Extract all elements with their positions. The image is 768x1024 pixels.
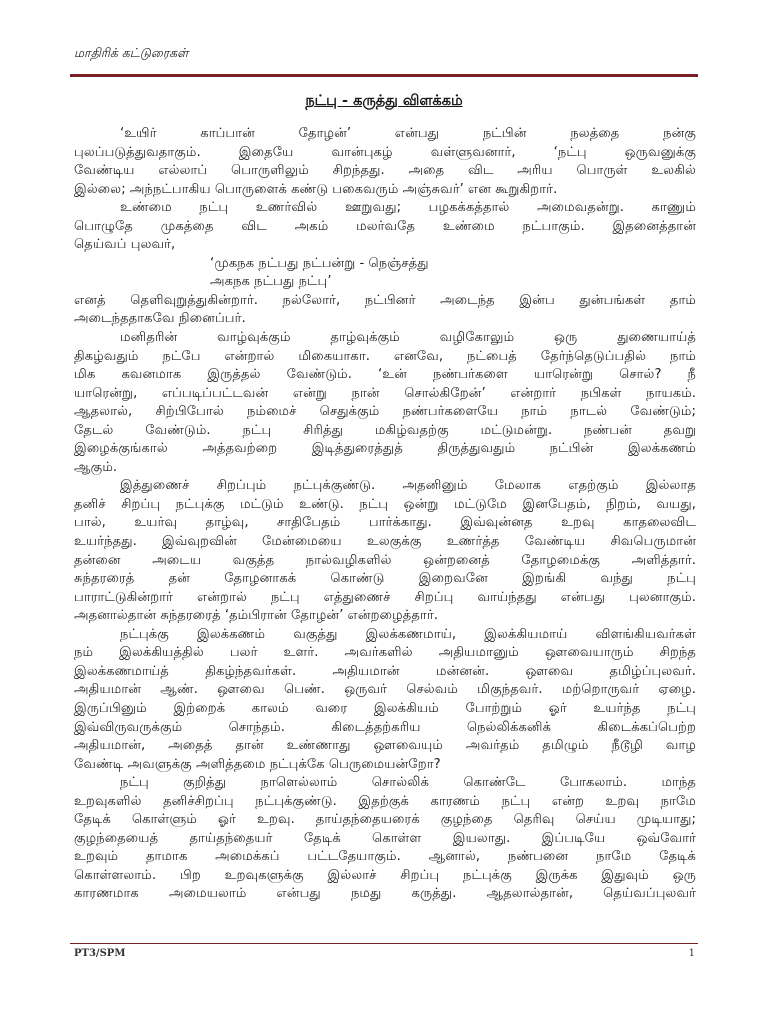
text-line: வேண்டிய எல்லாப் பொருளிலும் சிறந்தது. அதை விட அரிய பொருள் உலகில் xyxy=(74,163,696,179)
text-line: அதனால்தான் சுந்தரரைத் ‘தம்பிரான் தோழன்’ என்றழைத்தார். xyxy=(74,608,438,624)
text-line: கொள்ளலாம். பிற உறவுகளுக்கு இல்லாச் சிறப்பு நட்புக்கு இருக்க இதுவும் ஒரு xyxy=(74,867,696,883)
text-line: நட்புக்கு இலக்கணம் வகுத்து இலக்கணமாய், இலக்கியமாய் விளங்கியவர்கள் xyxy=(120,626,696,642)
text-line: அடைந்ததாகவே நினைப்பர். xyxy=(74,311,246,327)
text-line: ஆதலால், சிற்பிபோல் நம்மைச் செதுக்கும் நண்பர்களையே நாம் நாடல் வேண்டும்; xyxy=(74,404,696,420)
text-line: இல்லை; அந்நட்பாகிய பொருளைக் கண்டு பகைவரும் அஞ்சுவர்’ என கூறுகிறார். xyxy=(74,181,558,197)
text-line: உண்மை நட்பு உணர்வில் ஊறுவது; பழகக்கத்தால் அமைவதன்று. காணும் xyxy=(120,200,696,216)
text-line: தேடிக் கொள்ளும் ஓர் உறவு. தாய்தந்தையரைக் குழந்தை தெரிவு செய்ய முடியாது; xyxy=(74,812,696,828)
text-line: இருப்பினும் இற்றைக் காலம் வரை இலக்கியம் போற்றும் ஓர் உயர்ந்த நட்பு xyxy=(74,700,696,716)
text-line: உறவுகளில் தனிச்சிறப்பு நட்புக்குண்டு. இதற்குக் காரணம் நட்பு என்ற உறவு நாமே xyxy=(74,793,696,809)
text-line: வேண்டி அவளுக்கு அளித்தமை நட்புக்கே பெருமையன்றோ? xyxy=(74,756,441,772)
text-line: ஆகும். xyxy=(74,459,118,475)
text-line: தெய்வப் புலவர், xyxy=(74,237,176,253)
text-line: நட்பு குறித்து நாளெல்லாம் சொல்லிக் கொண்டே போகலாம். மாந்த xyxy=(120,775,696,791)
text-line: உறவும் தாமாக அமைக்கப் பட்டதேயாகும். ஆனால், நண்பனை நாமே தேடிக் xyxy=(74,849,696,865)
text-line: ‘உயிர் காப்பான் தோழன்’ என்பது நட்பின் நலத்தை நன்கு xyxy=(120,126,696,141)
text-line: நம் இலக்கியத்தில் பலர் உளர். அவர்களில் அதியமானும் ஔவையாரும் சிறந்த xyxy=(74,645,696,661)
text-line: மிக கவனமாக இருத்தல் வேண்டும். ‘உன் நண்பர்களை யாரென்று சொல்? நீ xyxy=(74,367,696,383)
text-line: யாரென்று, எப்படிப்பட்டவன் என்று நான் சொல்கிறேன்’ என்றார் நபிகள் நாயகம். xyxy=(74,385,696,401)
text-line: தேடல் வேண்டும். நட்பு சிரித்து மகிழ்வதற்கு மட்டுமன்று. நண்பன் தவறு xyxy=(74,422,696,438)
page-number: 1 xyxy=(688,948,695,959)
text-line: உயர்ந்தது. இவ்வுறவின் மேன்மையை உலகுக்கு உணர்த்த வேண்டிய சிவபெருமான் xyxy=(74,534,696,550)
text-line: இத்துணைச் சிறப்பும் நட்புக்குண்டு. அதனினும் மேலாக எதற்கும் இல்லாத xyxy=(120,478,696,494)
text-line: குழந்தையைத் தாய்தந்தையர் தேடிக் கொள்ள இயலாது. இப்படியே ஒவ்வோர் xyxy=(74,830,696,846)
footer-label: PT3/SPM xyxy=(74,948,126,959)
text-line: காரணமாக அமையலாம் என்பது நமது கருத்து. ஆதலால்தான், தெய்வப்புலவர் xyxy=(74,886,696,902)
essay-body xyxy=(74,125,696,904)
verse-line: அகநக நட்பது நட்பு’ xyxy=(210,274,332,290)
text-line: புலப்படுத்துவதாகும். இதையே வான்புகழ் வள்ளுவனார், ‘நட்பு ஒருவனுக்கு xyxy=(74,144,696,160)
text-line: தன்னை அடைய வகுத்த நால்வழிகளில் ஒன்றனைத் தோழமைக்கு அளித்தார். xyxy=(74,552,696,568)
text-line: தனிச் சிறப்பு நட்புக்கு மட்டும் உண்டு. நட்பு ஒன்று மட்டுமே இனபேதம், நிறம், வயது, xyxy=(74,496,696,512)
text-line: திகழ்வதும் நட்பே என்றால் மிகையாகா. எனவே, நட்பைத் தேர்ந்தெடுப்பதில் நாம் xyxy=(74,348,696,364)
text-line: பால், உயர்வு தாழ்வு, சாதிபேதம் பார்க்காது. இவ்வுன்னத உறவு காதலைவிட xyxy=(74,515,696,531)
text-line: சுந்தரரைத் தன் தோழனாகக் கொண்டு இறைவனே இறங்கி வந்து நட்பு xyxy=(74,571,696,587)
header-rule xyxy=(70,74,698,77)
text-line: பாராட்டுகின்றார் என்றால் நட்பு எத்துணைச் சிறப்பு வாய்ந்தது என்பது புலனாகும். xyxy=(74,589,696,605)
text-line: அதியமான் ஆண். ஔவை பெண். ஒருவர் செல்வம் மிகுந்தவர். மற்றொருவர் ஏழை. xyxy=(74,682,696,698)
text-line: இழைக்குங்கால் அத்தவற்றை இடித்துரைத்துத் திருத்துவதும் நட்பின் இலக்கணம் xyxy=(74,441,696,457)
text-line: மனிதரின் வாழ்வுக்கும் தாழ்வுக்கும் வழிகோலும் ஒரு துணையாய்த் xyxy=(120,330,696,346)
text-line: அதியமான், அதைத் தான் உண்ணாது ஔவையும் அவர்தம் தமிழும் நீடூழி வாழ xyxy=(74,738,696,754)
running-header: மாதிரிக் கட்டுரைகள் xyxy=(74,45,189,60)
verse-line: ‘முகநக நட்பது நட்பன்று - நெஞ்சத்து xyxy=(210,255,429,271)
text-line: இலக்கணமாய்த் திகழ்ந்தவர்கள். அதியமான் மன்னன். ஔவை தமிழ்ப்புலவர். xyxy=(74,663,696,679)
text-line: பொழுதே முகத்தை விட அகம் மலர்வதே உண்மை நட்பாகும். இதனைத்தான் xyxy=(74,218,696,234)
page-title: நட்பு - கருத்து விளக்கம் xyxy=(305,93,463,109)
text-line: இவ்விருவருக்கும் சொந்தம். கிடைத்தற்கரிய நெல்லிக்கனிக் கிடைக்கப்பெற்ற xyxy=(74,719,696,735)
text-line: எனத் தெளிவுறுத்துகின்றார். நல்லோர், நட்பினர் அடைந்த இன்ப துன்பங்கள் தாம் xyxy=(74,292,696,308)
footer-rule xyxy=(70,943,698,944)
